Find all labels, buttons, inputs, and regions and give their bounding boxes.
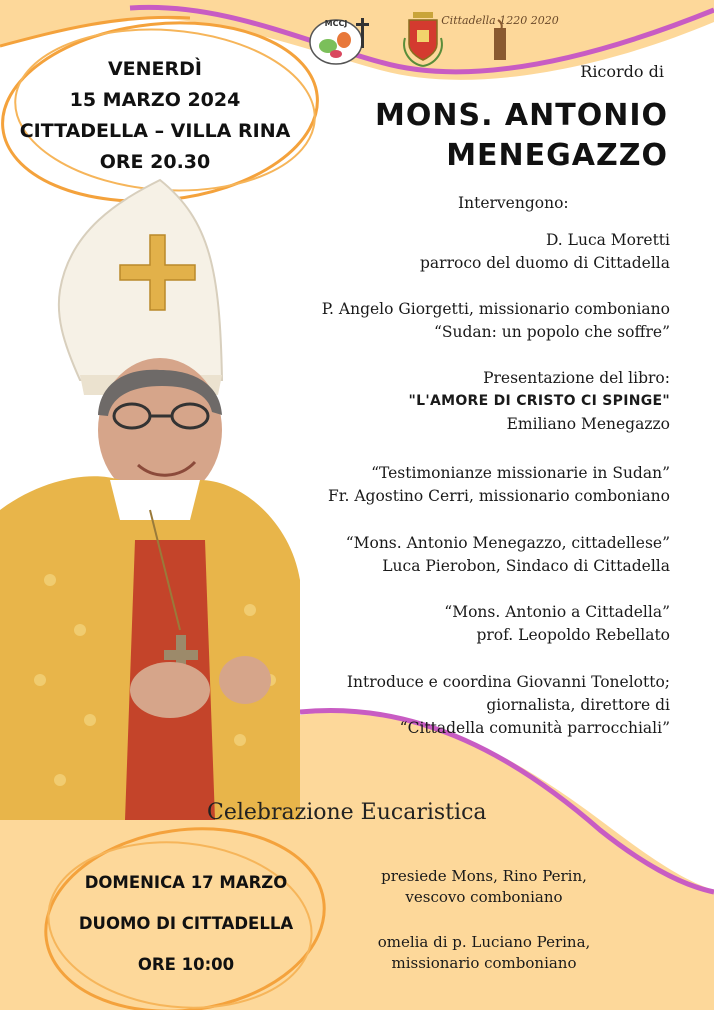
event-date: 15 MARZO 2024 bbox=[69, 89, 241, 111]
header-logos bbox=[306, 8, 559, 70]
coat-of-arms-icon bbox=[401, 8, 445, 70]
presides-line-1: presiede Mons, Rino Perin, bbox=[381, 867, 587, 885]
programme-line: Introduce e coordina Giovanni Tonelotto; bbox=[346, 673, 670, 691]
anniversary-logo-text: Cittadella 1220 2020 bbox=[441, 14, 559, 27]
celebration-event-info bbox=[66, 862, 306, 985]
event-time: ORE 20.30 bbox=[99, 151, 211, 173]
presides-info bbox=[364, 866, 604, 908]
title-line-1: MONS. ANTONIO bbox=[375, 98, 668, 133]
event-day: VENERDÌ bbox=[107, 58, 203, 80]
book-title: "L'AMORE DI CRISTO CI SPINGE" bbox=[408, 393, 670, 409]
event-info-top bbox=[10, 54, 300, 178]
programme-item bbox=[250, 367, 670, 436]
mccj-logo bbox=[306, 10, 376, 68]
programme-line: “Mons. Antonio a Cittadella” bbox=[444, 603, 670, 621]
programme-line: “Cittadella comunità parrocchiali” bbox=[399, 719, 670, 737]
programme-item bbox=[250, 532, 670, 578]
homily-line-1: omelia di p. Luciano Perina, bbox=[377, 933, 591, 951]
programme-item bbox=[250, 671, 670, 740]
programme-line: Luca Pierobon, Sindaco di Cittadella bbox=[382, 557, 670, 575]
celebration-place: DUOMO DI CITTADELLA bbox=[78, 914, 294, 933]
programme-item bbox=[250, 462, 670, 508]
programme-line: “Mons. Antonio Menegazzo, cittadellese” bbox=[345, 534, 670, 552]
mccj-logo-text: MCCJ bbox=[324, 19, 348, 28]
bishop-portrait bbox=[0, 180, 300, 820]
programme-line: “Sudan: un popolo che soffre” bbox=[433, 323, 670, 341]
programme-line: “Testimonianze missionarie in Sudan” bbox=[371, 464, 670, 482]
homily-line-2: missionario comboniano bbox=[391, 954, 577, 972]
programme-item bbox=[250, 229, 670, 275]
programme-line: parroco del duomo di Cittadella bbox=[420, 254, 670, 272]
celebration-heading: Celebrazione Eucaristica bbox=[207, 800, 487, 825]
title-line-2: MENEGAZZO bbox=[446, 138, 668, 173]
programme-line: P. Angelo Giorgetti, missionario comboniano bbox=[321, 300, 670, 318]
page-title bbox=[308, 96, 668, 176]
programme-item bbox=[250, 298, 670, 344]
programme-item bbox=[250, 601, 670, 647]
homily-info bbox=[364, 932, 604, 974]
celebration-day: DOMENICA 17 MARZO bbox=[84, 873, 288, 892]
ricordo-label: Ricordo di bbox=[580, 62, 664, 81]
event-place: CITTADELLA – VILLA RINA bbox=[19, 120, 291, 142]
programme-intro: Intervengono: bbox=[458, 194, 569, 212]
programme-line: prof. Leopoldo Rebellato bbox=[476, 626, 670, 644]
cittadella-anniversary-logo bbox=[441, 10, 559, 68]
programme-line: D. Luca Moretti bbox=[545, 231, 670, 249]
programme-line: Presentazione del libro: bbox=[483, 369, 670, 387]
programme-line: Emiliano Menegazzo bbox=[506, 415, 670, 433]
programme-line: Fr. Agostino Cerri, missionario comboniano bbox=[328, 487, 670, 505]
presides-line-2: vescovo comboniano bbox=[405, 888, 563, 906]
celebration-time: ORE 10:00 bbox=[137, 955, 235, 974]
programme-line: giornalista, direttore di bbox=[486, 696, 670, 714]
